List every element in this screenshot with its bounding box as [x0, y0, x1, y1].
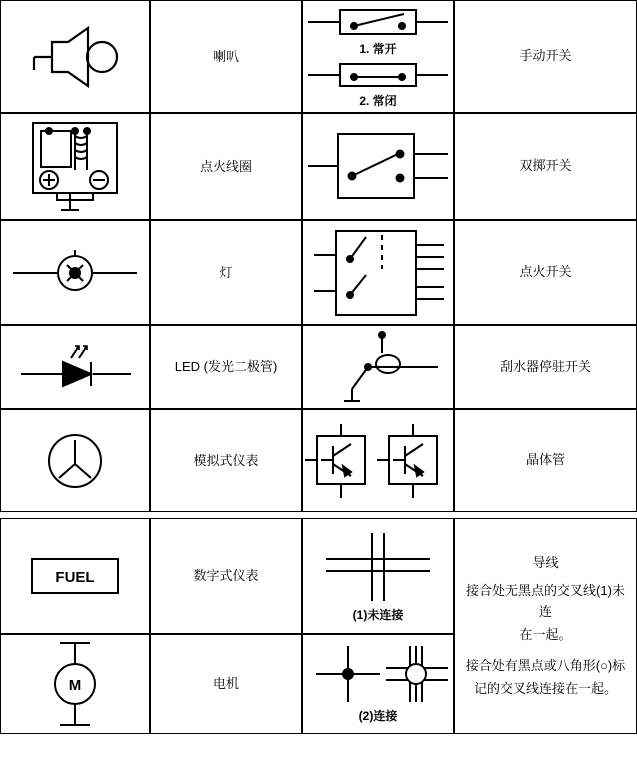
symbol-cell-ignition-coil: [0, 113, 150, 220]
symbol-cell-transistor: [302, 409, 454, 512]
label-text: 点火开关: [519, 264, 572, 280]
ignition-switch-symbol: [308, 225, 448, 321]
label-text: 晶体管: [525, 452, 565, 468]
double-throw-switch-symbol: [308, 124, 448, 210]
symbol-cell-manual-switch: [302, 0, 454, 113]
symbol-cell-ignition-switch: [302, 220, 454, 325]
manual-switch-caption-1: 1. 常开: [359, 41, 397, 56]
symbol-cell-lamp: [0, 220, 150, 325]
label-cell-wiper-park-switch: [454, 325, 637, 409]
transistor-symbol: [303, 420, 453, 502]
digital-meter-symbol: [10, 541, 140, 611]
label-cell-horn: 喇叭: [150, 0, 302, 113]
label-cell-lamp: 灯: [150, 220, 302, 325]
wire-crossing-not-connected-symbol: [318, 529, 438, 605]
label-cell-wire: [454, 518, 637, 734]
analog-meter-symbol: [25, 416, 125, 506]
table-row-group: [0, 518, 637, 734]
wire-label-title: 导线: [532, 554, 559, 570]
lamp-symbol: [5, 242, 145, 304]
ignition-coil-symbol: [15, 118, 135, 216]
symbol-cell-led: [0, 325, 150, 409]
wire-label-line-1: 接合处无黑点的交叉线(1)未连: [466, 583, 625, 620]
table-row: [0, 409, 637, 512]
manual-switch-closed-symbol: [308, 61, 448, 91]
symbol-cell-wiper-park-switch: [302, 325, 454, 409]
wire-label-line-2: 在一起。: [519, 627, 572, 642]
wiper-park-switch-symbol: [308, 327, 448, 407]
manual-switch-normally-open: [308, 5, 448, 57]
motor-symbol: [20, 639, 130, 729]
label-text: 双掷开关: [519, 158, 572, 174]
table-row: [0, 325, 637, 409]
symbol-cell-wire-not-connected: [302, 518, 454, 634]
wire-connected-caption: (2)连接: [358, 709, 398, 723]
symbol-cell-digital-meter: [0, 518, 150, 634]
horn-symbol: [10, 12, 140, 102]
manual-switch-symbol: [308, 5, 448, 39]
label-cell-ignition-switch: [454, 220, 637, 325]
label-text: 刮水器停驻开关: [499, 358, 591, 374]
table-row: [0, 220, 637, 325]
wire-not-connected-caption: (1)未连接: [352, 608, 404, 622]
table-row: [0, 0, 637, 113]
label-cell-led: LED (发光二极管): [150, 325, 302, 409]
symbol-cell-double-throw-switch: [302, 113, 454, 220]
label-cell-manual-switch: [454, 0, 637, 113]
manual-switch-normally-closed: [308, 61, 448, 109]
digital-meter-text: FUEL: [55, 569, 95, 586]
table-row: [0, 113, 637, 220]
symbol-cell-horn: [0, 0, 150, 113]
symbol-cell-motor: [0, 634, 150, 734]
symbol-cell-wire-connected: [302, 634, 454, 734]
label-cell-ignition-coil: 点火线圈: [150, 113, 302, 220]
label-cell-transistor: [454, 409, 637, 512]
symbol-cell-analog-meter: [0, 409, 150, 512]
label-cell-motor: 电机: [150, 634, 302, 734]
wire-crossing-connected-symbol: [306, 644, 451, 706]
wire-label-line-3: 接合处有黑点或八角形(○)标: [465, 657, 626, 673]
motor-text: M: [68, 677, 82, 694]
label-cell-double-throw-switch: [454, 113, 637, 220]
manual-switch-caption-2: 2. 常闭: [359, 93, 397, 108]
label-text: 手动开关: [519, 48, 572, 64]
wire-label-line-4: 记的交叉线连接在一起。: [473, 680, 617, 696]
label-cell-analog-meter: 模拟式仪表: [150, 409, 302, 512]
led-symbol: [5, 336, 145, 398]
label-cell-digital-meter: 数字式仪表: [150, 518, 302, 634]
